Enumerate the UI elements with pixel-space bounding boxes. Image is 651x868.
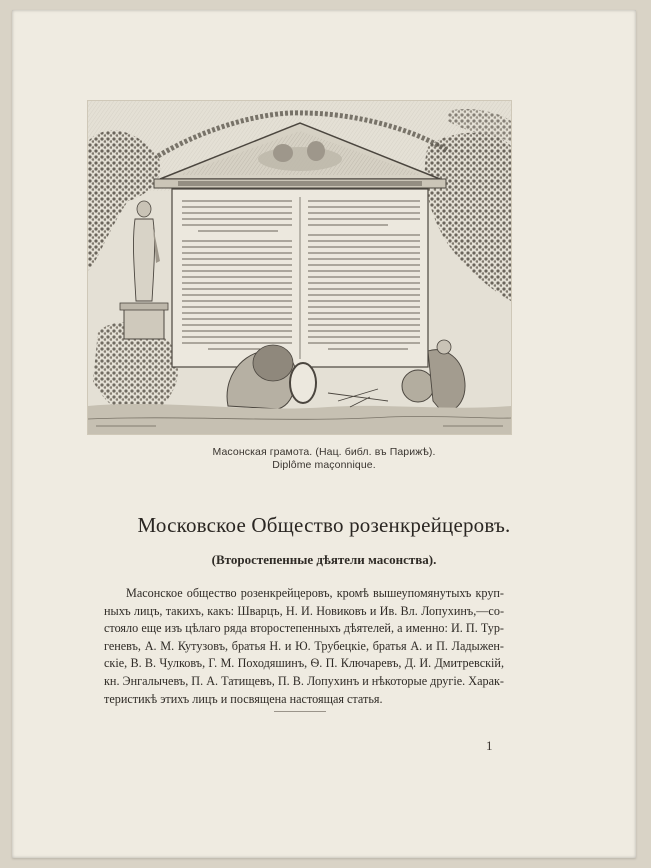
- body-line: геневъ, А. М. Кутузовъ, братья Н. и Ю. Трубецкіе, братья А. и П. Ладыжен-: [104, 638, 504, 653]
- engraving-illustration: [88, 101, 511, 434]
- body-line: скіе, В. В. Чулковъ, Г. М. Походяшинъ, Ѳ. П. Ключаревъ, Д. И. Дмитревскій,: [104, 656, 504, 671]
- masonic-diploma-engraving: [87, 100, 512, 435]
- figure-caption-russian: Масонская грамота. (Нац. библ. въ Парижѣ).: [212, 446, 436, 458]
- body-line: кн. Энгалычевъ, П. А. Татищевъ, П. В. Лопухинъ и нѣкоторые другіе. Харак-: [104, 673, 504, 688]
- page-number: 1: [486, 738, 493, 753]
- article-title: Московское Общество розенкрейцеровъ.: [137, 513, 511, 537]
- section-divider: [274, 711, 326, 712]
- book-page: [12, 10, 636, 858]
- body-line: теристикѣ этихъ лицъ и посвящена настоящая статья.: [104, 691, 383, 706]
- figure-caption-french: Diplôme maçonnique.: [272, 459, 376, 471]
- body-line: Масонское общество розенкрейцеровъ, кромѣ вышеупомянутыхъ круп-: [126, 586, 504, 600]
- body-line: стояло еще изъ цѣлаго ряда второстепенныхъ дѣятелей, а именно: И. П. Тур-: [104, 621, 504, 636]
- article-body: [104, 585, 504, 708]
- article-subtitle: (Второстепенные дѣятели масонства).: [211, 552, 437, 567]
- body-line: ныхъ лицъ, такихъ, какъ: Шварцъ, Н. И. Новиковъ и Ив. Вл. Лопухинъ,—со-: [104, 603, 504, 618]
